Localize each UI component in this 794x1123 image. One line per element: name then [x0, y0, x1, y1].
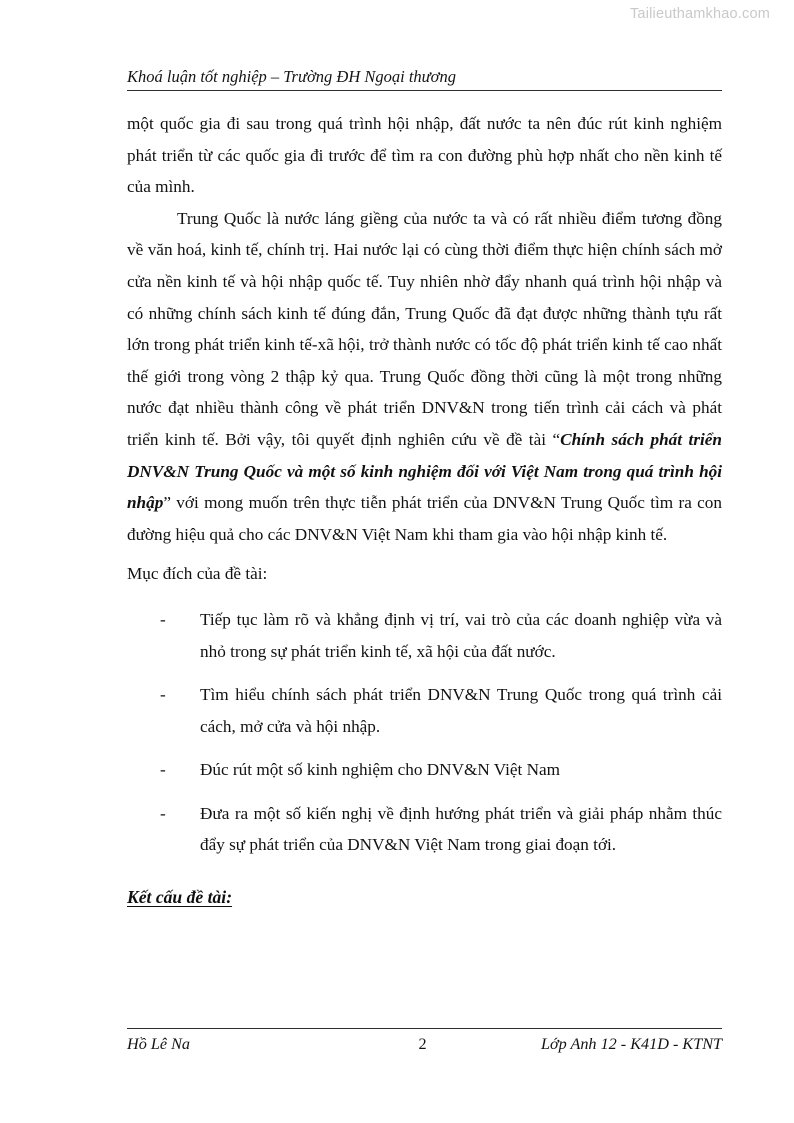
thesis-title-emphasis: Chính sách phát triển DNV&N Trung Quốc và một số kinh nghiệm đối với Việt Nam trong quá trình hội nhập [127, 429, 722, 513]
document-body [127, 108, 722, 911]
paragraph-1-text: một quốc gia đi sau trong quá trình hội nhập, đất nước ta nên đúc rút kinh nghiệm phát triển từ các quốc gia đi trước để tìm ra con đường phù hợp nhất cho nền kinh tế của mình. [127, 114, 722, 197]
list-item-text: Tìm hiểu chính sách phát triển DNV&N Trung Quốc trong quá trình cải cách, mở cửa và hội nhập. [200, 685, 722, 736]
footer-divider [127, 1028, 722, 1029]
purpose-list [127, 604, 722, 861]
paragraph-2-tail-text: ” với mong muốn trên thực tiễn phát triển của DNV&N Trung Quốc tìm ra con đường hiệu quả cho các DNV&N Việt Nam khi tham gia vào hội nhập kinh tế. [127, 493, 722, 544]
site-watermark: Tailieuthamkhao.com [629, 6, 770, 22]
paragraph-china-comparison [127, 203, 722, 551]
list-item [127, 798, 722, 861]
running-footer [127, 1028, 722, 1056]
list-item [127, 604, 722, 667]
dash-marker-icon: - [160, 760, 166, 780]
paragraph-continuation [127, 108, 722, 203]
paragraph-2-lead-text: Trung Quốc là nước láng giềng của nước ta và có rất nhiều điểm tương đồng về văn hoá, kinh tế, chính trị. Hai nước lại có cùng thời điểm thực hiện chính sách mở cửa nền kinh tế và hội nhập quốc tế. Tuy nhiên nhờ đẩy nhanh quá trình hội nhập và có những chính sách kinh tế đúng đắn, Trung Quốc đã đạt được những thành tựu rất lớn trong phát triển kinh tế-xã hội, trở thành nước có tốc độ phát triển kinh tế cao nhất thế giới trong vòng 2 thập kỷ qua. Trung Quốc đồng thời cũng là một trong những nước đạt nhiều thành công về phát triển DNV&N trong tiến trình cải cách và phát triển kinh tế. Bởi vậy, tôi quyết định nghiên cứu về đề tài “ [127, 208, 722, 449]
list-item [127, 679, 722, 742]
footer-class-info: Lớp Anh 12 - K41D - KTNT [540, 1035, 722, 1053]
page-number: 2 [418, 1035, 427, 1053]
dash-marker-icon: - [160, 609, 166, 629]
header-divider [127, 90, 722, 91]
list-item-text: Đúc rút một số kinh nghiệm cho DNV&N Việt Nam [200, 760, 561, 780]
dash-marker-icon: - [160, 685, 166, 705]
running-header-text: Khoá luận tốt nghiệp – Trường ĐH Ngoại thương [127, 67, 456, 86]
list-item-text: Đưa ra một số kiến nghị về định hướng phát triển và giải pháp nhằm thúc đẩy sự phát triển của DNV&N Việt Nam trong giai đoạn tới. [200, 803, 722, 855]
footer-author: Hồ Lê Na [127, 1035, 190, 1053]
structure-heading: Kết cấu đề tài: [127, 887, 233, 908]
structure-heading-wrap [127, 861, 722, 911]
footer-row [127, 1032, 722, 1056]
purpose-label: Mục đích của đề tài: [127, 564, 268, 584]
list-item-text: Tiếp tục làm rõ và khẳng định vị trí, vai trò của các doanh nghiệp vừa và nhỏ trong sự phát triển kinh tế, xã hội của đất nước. [200, 609, 722, 661]
dash-marker-icon: - [160, 803, 166, 823]
list-item [127, 754, 722, 786]
running-header [127, 66, 722, 91]
